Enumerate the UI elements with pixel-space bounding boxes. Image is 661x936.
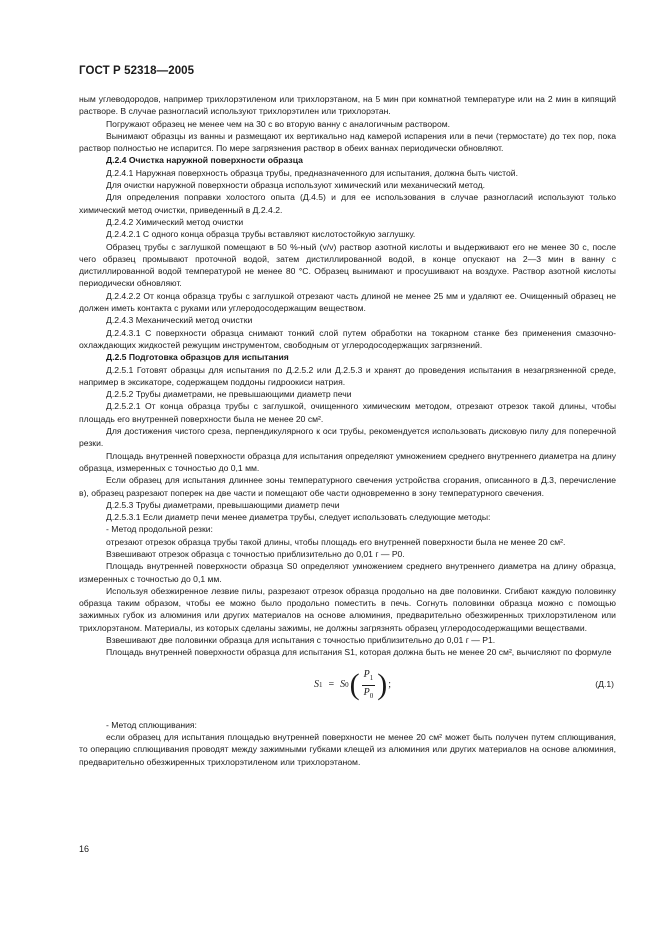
document-header: ГОСТ Р 52318—2005 xyxy=(79,65,195,77)
list-item: - Метод продольной резки: xyxy=(106,524,213,535)
section-heading: Д.2.5 Подготовка образцов для испытания xyxy=(106,352,289,363)
list-item: - Метод сплющивания: xyxy=(106,719,197,730)
paragraph: Используя обезжиренное лезвие пилы, разрезают отрезок образца продольно на две половинки. Сгибают каждую половинку образца таким образом, чтобы ее можно было продольно поместить в печь. Согнуть половинки образца можно с помощью зажимных губок из алюминия или других материалов на основе алюминия, предварительно обезжиренных трихлорэтиленом или трихлорэтаном. Материалы, из которых сделаны зажимы, не должны загрязнять образец углеродосодержащими веществами. xyxy=(79,585,616,633)
formula-d1 xyxy=(79,665,616,711)
paragraph: Площадь внутренней поверхности образца для испытания определяют умножением среднего внутреннего диаметра на длину образца, измеренных с точностью до 0,1 мм. xyxy=(79,450,616,473)
subsection-heading: Д.2.5.2 Трубы диаметрами, не превышающими диаметр печи xyxy=(106,389,352,400)
formula-expression xyxy=(314,669,391,703)
paragraph: Погружают образец не менее чем на 30 с во вторую ванну с аналогичным раствором. xyxy=(106,118,451,129)
paragraph: Для достижения чистого среза, перпендикулярного к оси трубы, рекомендуется использовать дисковую пилу для поперечной резки. xyxy=(79,426,616,449)
section-heading: Д.2.4 Очистка наружной поверхности образца xyxy=(106,155,303,166)
paragraph: отрезают отрезок образца трубы такой длины, чтобы площадь его внутренней поверхности была не менее 20 см². xyxy=(106,536,566,547)
paragraph: Взвешивают две половинки образца для испытания с точностью приблизительно до 0,01 г — P1. xyxy=(106,635,496,646)
formula-tail: ; xyxy=(388,679,392,691)
paragraph: Вынимают образцы из ванны и размещают их вертикально над камерой испарения или в печи (термостате) до тех пор, пока раствор полностью не испарится. По мере загрязнения раствор в обеих ваннах периодически обновляют. xyxy=(79,130,616,154)
document-body xyxy=(79,93,616,768)
formula-numerator-subscript: 1 xyxy=(369,673,374,682)
left-paren: ( xyxy=(349,668,360,702)
paragraph: Д.2.4.1 Наружная поверхность образца трубы, предназначенного для испытания, должна быть чистой. xyxy=(106,167,518,178)
formula-lhs: S xyxy=(314,679,319,691)
page-number: 16 xyxy=(79,844,90,854)
subsection-heading: Д.2.4.3 Механический метод очистки xyxy=(106,315,253,326)
paragraph: Взвешивают отрезок образца с точностью приблизительно до 0,01 г — P0. xyxy=(106,548,405,559)
right-paren: ) xyxy=(377,668,388,702)
paragraph: Д.2.5.2.1 От конца образца трубы с заглушкой, очищенного химическим методом, отрезают отрезок такой длины, чтобы площадь его внутренней поверхности была не менее 20 см². xyxy=(79,401,616,424)
paragraph: Площадь внутренней поверхности образца для испытания S1, которая должна быть не менее 20 см², вычисляют по формуле xyxy=(106,647,612,658)
paragraph: Площадь внутренней поверхности образца S0 определяют умножением среднего внутреннего диаметра на длину образца, измеренных с точностью до 0,1 мм. xyxy=(79,561,616,584)
paragraph: Д.2.4.2.2 От конца образца трубы с заглушкой отрезают часть длиной не менее 25 мм и удаляют ее. Очищенный образец не должен иметь контакта с руками или углеродосодержащим веществом. xyxy=(79,290,616,314)
paragraph: Д.2.5.3.1 Если диаметр печи менее диаметра трубы, следует использовать следующие методы: xyxy=(106,512,491,523)
formula-equals: = xyxy=(328,679,335,691)
paragraph: Д.2.5.1 Готовят образцы для испытания по Д.2.5.2 или Д.2.5.3 и хранят до проведения испытания в незагрязненной среде, например в эксикаторе, содержащем поддоны гидроокиси натрия. xyxy=(79,364,616,387)
formula-s0: S xyxy=(340,679,346,691)
paragraph: Если образец для испытания длиннее зоны температурного свечения устройства сгорания, описанного в Д.3, перечисление в), образец разрезают поперек на две части и помещают обе части одновременно в зону температурного свечения. xyxy=(79,475,616,498)
subsection-heading: Д.2.4.2 Химический метод очистки xyxy=(106,216,244,227)
paragraph: Образец трубы с заглушкой помещают в 50 %-ный (v/v) раствор азотной кислоты и выдерживают его не менее 30 с, после чего образец промывают проточной водой, затем дистиллированной водой, в конце опускают на 2—3 мин в ванну с дистиллированной водой температурой не менее 80 °С. Образец вынимают и просушивают на воздухе. Раствор азотной кислоты периодически обновляют. xyxy=(79,241,616,289)
formula-denominator: P xyxy=(363,686,370,698)
subsection-heading: Д.2.5.3 Трубы диаметрами, превышающими диаметр печи xyxy=(106,499,340,510)
formula-number: (Д.1) xyxy=(595,678,614,689)
paragraph: Д.2.4.2.1 С одного конца образца трубы вставляют кислотостойкую заглушку. xyxy=(106,229,416,240)
paragraph: если образец для испытания площадью внутренней поверхности не менее 20 см² может быть получен путем сплющивания, то операцию сплющивания проводят между зажимными губками клещей из алюминия или других материалов на основе алюминия, предварительно обезжиренных трихлорэтиленом или трихлорэтаном. xyxy=(79,731,616,767)
formula-numerator: P xyxy=(363,668,370,680)
formula-fraction xyxy=(362,669,376,703)
formula-denominator-subscript: 0 xyxy=(369,691,374,700)
formula-lhs-subscript: 1 xyxy=(319,681,323,690)
paragraph: Для определения поправки холостого опыта (Д.4.5) и для ее использования в случае разногласий используют только химический метод очистки, приведенный в Д.2.4.2. xyxy=(79,192,616,215)
paragraph: Для очистки наружной поверхности образца используют химический или механический метод. xyxy=(106,180,486,191)
paragraph: ным углеводородов, например трихлорэтиленом или трихлорэтаном, на 5 мин при комнатной температуре или на 2 мин в кипящий растворе. В случае разногласий используют трихлорэтилен или трихлорэтан. xyxy=(79,94,616,117)
formula-s0-subscript: 0 xyxy=(345,681,349,690)
paragraph: Д.2.4.3.1 С поверхности образца снимают тонкий слой путем обработки на токарном станке без применения смазочно-охлаждающих жидкостей режущим инструментом, свободным от углеродосодержащих загрязнений. xyxy=(79,327,616,350)
